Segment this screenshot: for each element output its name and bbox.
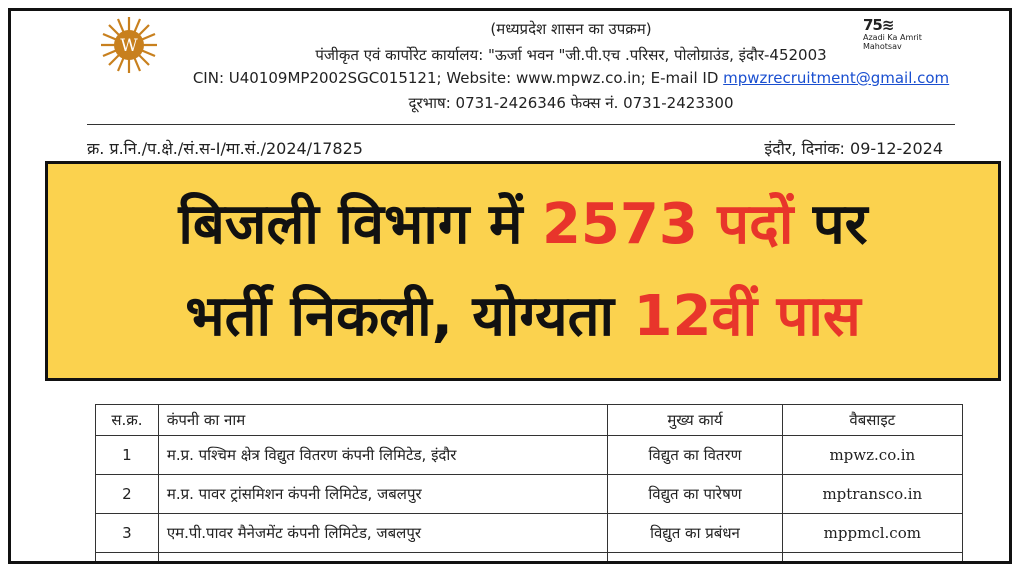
cell-website[interactable]: mpwz.co.in: [782, 436, 962, 475]
cell-work: विद्युत का पारेषण: [608, 475, 782, 514]
reference-number: क्र. प्र.नि./प.क्षे./सं.स-I/मा.सं./2024/17825: [87, 139, 363, 158]
header-phone-fax: दूरभाष: 0731-2426346 फेक्स नं. 0731-2423300: [408, 94, 734, 112]
column-header-website: वैबसाइट: [782, 405, 962, 436]
cell-company: म.प्र. पावर ट्रांसमिशन कंपनी लिमिटेड, जबलपुर: [158, 475, 607, 514]
azadi-ka-amrit-mahotsav-logo: 75≋ Azadi Ka Amrit Mahotsav: [863, 16, 922, 51]
column-header-company: कंपनी का नाम: [158, 405, 607, 436]
cell-website[interactable]: mppmcl.com: [782, 514, 962, 553]
column-header-work: मुख्य कार्य: [608, 405, 782, 436]
header-govt-undertaking: (मध्यप्रदेश शासन का उपक्रम): [490, 20, 652, 38]
email-link[interactable]: mpwzrecruitment@gmail.com: [723, 69, 950, 87]
table-row: [96, 475, 963, 514]
header-divider: [87, 124, 955, 125]
header-cin-website-email: CIN: U40109MP2002SGC015121; Website: www.mpwz.co.in; E-mail ID mpwzrecruitment@gmail.com: [192, 69, 950, 87]
headline-line-2: भर्ती निकली, योग्यता 12वीं पास: [185, 284, 861, 349]
table-row: [96, 514, 963, 553]
cell-company: म.प्र. पश्चिम क्षेत्र विद्युत वितरण कंपनी लिमिटेड, इंदौर: [158, 436, 607, 475]
cell-company: एम.पी.पावर मैनेजमेंट कंपनी लिमिटेड, जबलपुर: [158, 514, 607, 553]
table-row: [96, 436, 963, 475]
companies-table: [95, 404, 963, 564]
qualification-highlight: 12वीं पास: [633, 284, 861, 349]
svg-text:W: W: [120, 36, 138, 56]
cell-serial: 1: [96, 436, 159, 475]
table-row-cut-off: [96, 553, 963, 565]
cell-work: विद्युत का प्रबंधन: [608, 514, 782, 553]
cell-work: विद्युत का वितरण: [608, 436, 782, 475]
table-header-row: [96, 405, 963, 436]
posts-count-highlight: 2573 पदों: [541, 192, 794, 257]
cell-serial: 2: [96, 475, 159, 514]
cell-website[interactable]: mptransco.in: [782, 475, 962, 514]
reference-date: इंदौर, दिनांक: 09-12-2024: [764, 139, 943, 158]
headline-banner: [45, 161, 1001, 381]
headline-line-1: बिजली विभाग में 2573 पदों पर: [178, 192, 868, 257]
cell-serial: 3: [96, 514, 159, 553]
notice-image-frame: [8, 8, 1012, 564]
column-header-serial: स.क्र.: [96, 405, 159, 436]
header-office-address: पंजीकृत एवं कार्पोरेट कार्यालय: "ऊर्जा भवन "जी.पी.एच .परिसर, पोलोग्राउंड, इंदौर-452003: [315, 46, 827, 64]
